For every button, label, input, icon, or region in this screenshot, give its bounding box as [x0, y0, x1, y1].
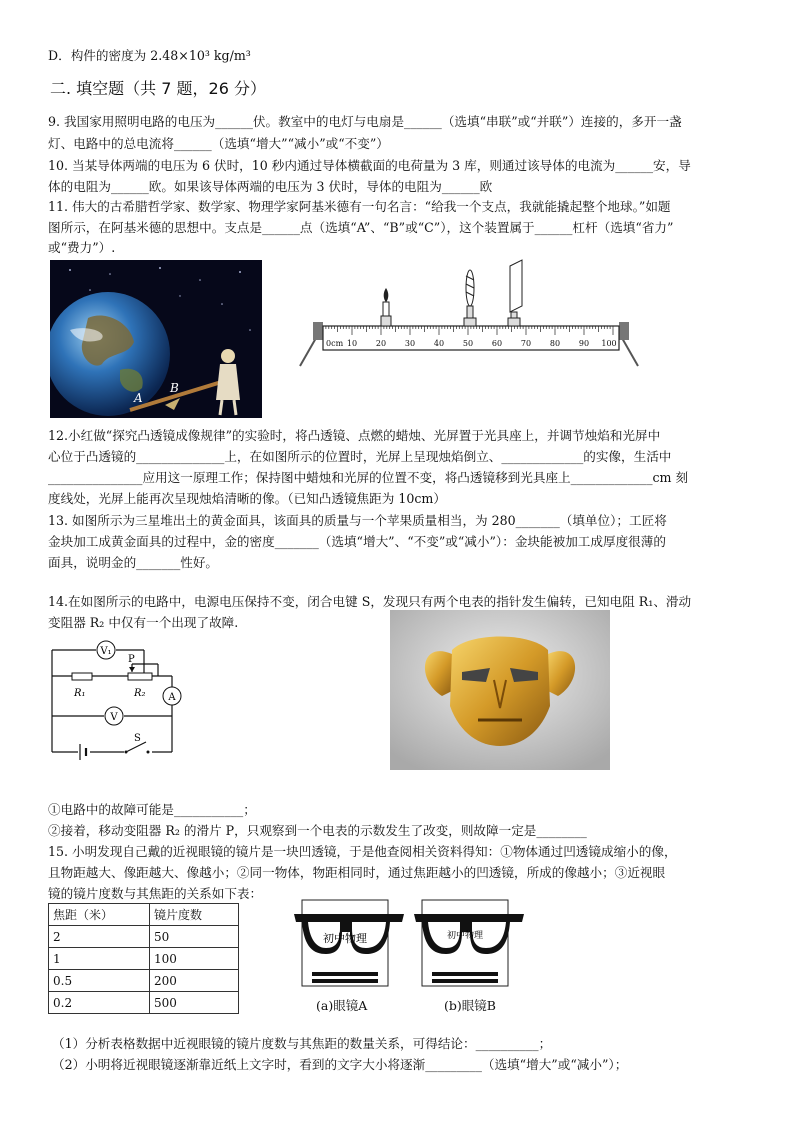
a-label: A	[168, 692, 176, 703]
q10-line1: 10. 当某导体两端的电压为 6 伏时，10 秒内通过导体横截面的电荷量为 3 库，则通过该导体的电流为______安，导	[48, 158, 691, 173]
tick-90: 90	[578, 339, 590, 348]
q11-line1: 11. 伟大的古希腊哲学家、数学家、物理学家阿基米德有一句名言：“给我一个支点，我就能撬起整个地球。”如题	[48, 199, 671, 214]
q12-line2: 心位于凸透镜的______________上，在如图所示的位置时，光屏上呈现烛焰倒立、_____________的实像，生活中	[48, 449, 672, 464]
lens-table	[48, 903, 239, 1014]
q12-line4: 度线处，光屏上能再次呈现烛焰清晰的像。（已知凸透镜焦距为 10cm）	[48, 491, 446, 506]
archimedes-icon	[221, 349, 235, 363]
tick-100: 100	[601, 339, 617, 348]
q13-line3: 面具，说明金的_______性好。	[48, 555, 219, 570]
ruler-unit: 0cm	[326, 339, 344, 348]
q15-line3: 镜的镜片度数与其焦距的关系如下表：	[48, 886, 263, 901]
q12-line3: _______________应用这一原理工作；保持图中蜡烛和光屏的位置不变，将凸透镜移到光具座上_____________cm 刻	[48, 470, 689, 485]
earth-lever-figure	[50, 260, 262, 418]
q11-line2: 图所示，在阿基米德的思想中。支点是______点（选填“A”、“B”或“C”），这个装置属于______杠杆（选填“省力”	[48, 220, 674, 235]
q14-sub2: ②接着，移动变阻器 R₂ 的滑片 P，只观察到一个电表的示数发生了改变，则故障一定是________	[48, 823, 587, 838]
table-cell: 0.5	[49, 970, 150, 992]
tick-70: 70	[520, 339, 532, 348]
lens-icon	[464, 270, 476, 326]
option-d: D．构件的密度为 2.48×10³ kg/m³	[48, 48, 251, 63]
resistor-r2	[128, 673, 152, 680]
table-cell: 50	[150, 926, 239, 948]
p-label: P	[128, 654, 135, 665]
q14-line1: 14.在如图所示的电路中，电源电压保持不变，闭合电键 S，发现只有两个电表的指针发生偏转，已知电阻 R₁、滑动	[48, 594, 692, 609]
tick-40: 40	[433, 339, 445, 348]
q15-line1: 15. 小明发现自己戴的近视眼镜的镜片是一块凹透镜，于是他查阅相关资料得知：①物体通过凹透镜成缩小的像，	[48, 844, 677, 859]
label-b: B	[170, 381, 179, 395]
table-cell: 500	[150, 992, 239, 1014]
q12-line1: 12.小红做“探究凸透镜成像规律”的实验时，将凸透镜、点燃的蜡烛、光屏置于光具座上，并调节烛焰和光屏中	[48, 428, 661, 443]
section-heading: 二. 填空题（共 7 题，26 分）	[50, 79, 266, 98]
candle-icon	[381, 288, 391, 326]
caption-glasses-b: (b)眼镜B	[444, 998, 496, 1013]
table-cell: 1	[49, 948, 150, 970]
table-row	[49, 992, 239, 1014]
table-header-degree: 镜片度数	[150, 904, 239, 926]
circuit-diagram	[48, 640, 198, 766]
resistor-r1	[72, 673, 92, 680]
table-header-focal: 焦距（米）	[49, 904, 150, 926]
r1-label: R₁	[74, 688, 86, 699]
v1-label: V₁	[100, 646, 112, 657]
q15-line2: 且物距越大、像距越大、像越小；②同一物体，物距相同时，通过焦距越小的凹透镜，所成的像越小；③近视眼	[48, 865, 666, 880]
glasses-figure	[292, 892, 532, 1012]
glasses-a	[294, 900, 404, 986]
s-label: S	[134, 733, 141, 744]
tick-60: 60	[491, 339, 503, 348]
v-label: V	[110, 712, 118, 723]
table-cell: 200	[150, 970, 239, 992]
tick-20: 20	[375, 339, 387, 348]
screen-icon	[508, 260, 522, 326]
q13-line2: 金块加工成黄金面具的过程中，金的密度_______（选填“增大”、“不变”或“减小”）：金块能被加工成厚度很薄的	[48, 534, 666, 549]
table-cell: 2	[49, 926, 150, 948]
table-cell: 0.2	[49, 992, 150, 1014]
table-header-row	[49, 904, 239, 926]
tick-30: 30	[404, 339, 416, 348]
gold-mask-photo	[390, 610, 610, 770]
paper-text-b: 初中物理	[446, 931, 484, 941]
label-a: A	[134, 391, 143, 405]
q13-line1: 13. 如图所示为三星堆出土的黄金面具，该面具的质量与一个苹果质量相当，为 280_______（填单位）；工匠将	[48, 513, 667, 528]
tick-80: 80	[549, 339, 561, 348]
optical-bench-figure	[296, 258, 642, 370]
glasses-b	[414, 900, 524, 986]
q15-sub1: （1）分析表格数据中近视眼镜的镜片度数与其焦距的数量关系，可得结论：__________；	[52, 1036, 552, 1051]
table-row	[49, 948, 239, 970]
r2-label: R₂	[134, 688, 146, 699]
q9-line1: 9. 我国家用照明电路的电压为______伏。教室中的电灯与电扇是______（选填“串联”或“并联”）连接的，多开一盏	[48, 114, 682, 129]
q11-line3: 或“费力”）.	[48, 240, 116, 255]
paper-text-a: 初中物理	[323, 932, 367, 945]
q15-sub2: （2）小明将近视眼镜逐渐靠近纸上文字时，看到的文字大小将逐渐_________（选填“增大”或“减小”）；	[52, 1057, 628, 1072]
table-cell: 100	[150, 948, 239, 970]
table-row	[49, 970, 239, 992]
table-row	[49, 926, 239, 948]
caption-glasses-a: (a)眼镜A	[316, 998, 368, 1013]
tick-50: 50	[462, 339, 474, 348]
q9-line2: 灯、电路中的总电流将______（选填“增大”“减小”或“不变”）	[48, 136, 389, 151]
q14-sub1: ①电路中的故障可能是___________；	[48, 802, 256, 817]
q10-line2: 体的电阻为______欧。如果该导体两端的电压为 3 伏时，导体的电阻为______欧	[48, 179, 493, 194]
q14-line2: 变阻器 R₂ 中仅有一个出现了故障.	[48, 615, 239, 630]
tick-10: 10	[346, 339, 358, 348]
